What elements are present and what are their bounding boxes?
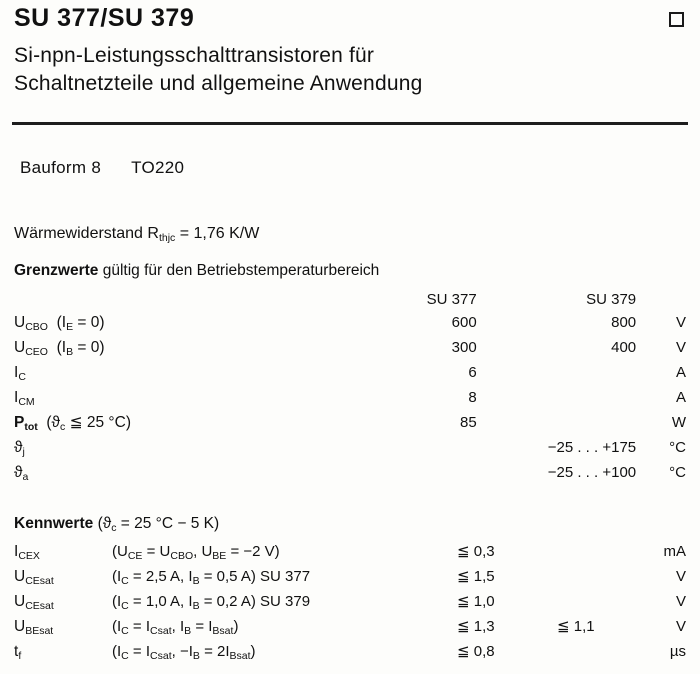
row-symbol: $U_{CEsat}$ — [14, 568, 54, 587]
table-row — [14, 540, 686, 565]
row-value-su379: 800 — [611, 314, 637, 331]
table-row — [14, 386, 686, 411]
row-symbol: $t_f$ — [14, 643, 22, 662]
limits-heading — [14, 262, 379, 280]
limits-col-su377: SU 377 — [426, 291, 477, 308]
characteristics-table — [14, 540, 686, 665]
row-value-su377: ≦ 1,5 — [457, 568, 495, 585]
row-unit: °C — [669, 439, 686, 456]
row-symbol: $U_{BEsat}$ — [14, 618, 54, 637]
row-value-su379 — [477, 361, 636, 386]
table-row — [14, 565, 686, 590]
limits-col-su379: SU 379 — [586, 291, 637, 308]
table-row — [14, 436, 686, 461]
row-unit: V — [675, 339, 686, 356]
thermal-prefix: Wärmewiderstand R — [14, 225, 159, 242]
limits-table — [14, 288, 686, 486]
row-symbol: $I_{CM}$ — [14, 389, 35, 408]
table-header-row — [14, 288, 686, 311]
row-value-su379 — [477, 411, 636, 436]
characteristics-heading — [14, 515, 219, 533]
limits-heading-rest: gültig für den Betriebstemperaturbereich — [102, 262, 380, 279]
row-value-su379: −25 . . . +175 — [547, 439, 637, 456]
thermal-subscript: thjc — [158, 232, 176, 244]
row-unit: V — [675, 593, 686, 610]
table-row — [14, 411, 686, 436]
row-symbol: $ϑ_a$ — [14, 464, 29, 483]
row-unit: °C — [669, 464, 686, 481]
row-conditions: ($I_C = I_{Csat}$, $-I_B = 2I_{Bsat}$) — [112, 643, 256, 662]
table-row — [14, 461, 686, 486]
row-value-su379 — [557, 640, 642, 665]
table-row — [14, 311, 686, 336]
page-title: SU 377/SU 379 — [14, 4, 195, 32]
row-value-su377: 600 — [451, 314, 477, 331]
row-conditions: ($U_{CE} = U_{CBO}$, $U_{BE} = -2$ V) — [112, 543, 280, 562]
package-value: TO220 — [131, 158, 185, 177]
row-symbol: $I_C$ — [14, 364, 26, 383]
row-value-su377: 85 — [460, 414, 477, 431]
header-divider — [12, 122, 688, 125]
row-value-su379: 400 — [611, 339, 637, 356]
row-value-su377: ≦ 1,0 — [457, 593, 495, 610]
subtitle-line-2: Schaltnetzteile und allgemeine Anwendung — [14, 72, 423, 95]
row-value-su377 — [189, 436, 477, 461]
row-value-su377: 6 — [468, 364, 477, 381]
row-conditions: ($I_C = 1,0$ A, $I_B = 0,2$ A) SU 379 — [112, 593, 311, 612]
table-row — [14, 361, 686, 386]
row-value-su379 — [557, 565, 642, 590]
row-symbol: $U_{CEsat}$ — [14, 593, 54, 612]
row-value-su377: ≦ 1,3 — [457, 618, 495, 635]
row-value-su377: ≦ 0,8 — [457, 643, 495, 660]
characteristics-heading-bold: Kennwerte — [14, 515, 94, 532]
row-value-su377: ≦ 0,3 — [457, 543, 495, 560]
row-unit: V — [675, 314, 686, 331]
thermal-resistance — [14, 225, 259, 243]
page-subtitle — [14, 42, 674, 98]
row-value-su377: 8 — [468, 389, 477, 406]
table-row — [14, 615, 686, 640]
row-conditions: ($I_C = I_{Csat}$, $I_B = I_{Bsat}$) — [112, 618, 239, 637]
row-value-su379: −25 . . . +100 — [547, 464, 637, 481]
row-value-su379 — [477, 386, 636, 411]
row-unit: A — [675, 389, 686, 406]
row-symbol: $P_{tot}$ ($ϑ_c$ ≦ 25 °C) — [14, 414, 131, 433]
limits-heading-bold: Grenzwerte — [14, 262, 99, 279]
row-unit: W — [671, 414, 686, 431]
row-symbol: $U_{CEO}$ $(I_B = 0)$ — [14, 339, 105, 358]
table-row — [14, 640, 686, 665]
row-value-su377: 300 — [451, 339, 477, 356]
row-value-su377 — [189, 461, 477, 486]
square-outline-icon — [669, 12, 684, 27]
row-conditions: ($I_C = 2,5$ A, $I_B = 0,5$ A) SU 377 — [112, 568, 311, 587]
thermal-value: = 1,76 K/W — [179, 225, 260, 242]
row-unit: A — [675, 364, 686, 381]
subtitle-line-1: Si-npn-Leistungsschalttransistoren für — [14, 44, 375, 67]
row-symbol: $I_{CEX}$ — [14, 543, 40, 562]
row-unit: µs — [669, 643, 686, 660]
characteristics-table-body — [14, 540, 686, 665]
row-unit: V — [675, 618, 686, 635]
row-value-su379 — [557, 540, 642, 565]
row-symbol: $ϑ_j$ — [14, 439, 25, 458]
row-symbol: $U_{CBO}$ $(I_E = 0)$ — [14, 314, 105, 333]
package-label: Bauform 8 — [20, 158, 102, 177]
characteristics-heading-rest: ($ϑ_c = 25$ °C − 5 K) — [97, 515, 220, 534]
limits-col-unit — [636, 288, 686, 311]
row-unit: V — [675, 568, 686, 585]
limits-table-body — [14, 288, 686, 486]
table-row — [14, 590, 686, 615]
table-row — [14, 336, 686, 361]
row-value-su379 — [557, 590, 642, 615]
row-unit: mA — [663, 543, 686, 560]
row-value-su379: ≦ 1,1 — [557, 618, 595, 635]
limits-col-symbol — [14, 288, 189, 311]
package-row — [20, 158, 184, 178]
